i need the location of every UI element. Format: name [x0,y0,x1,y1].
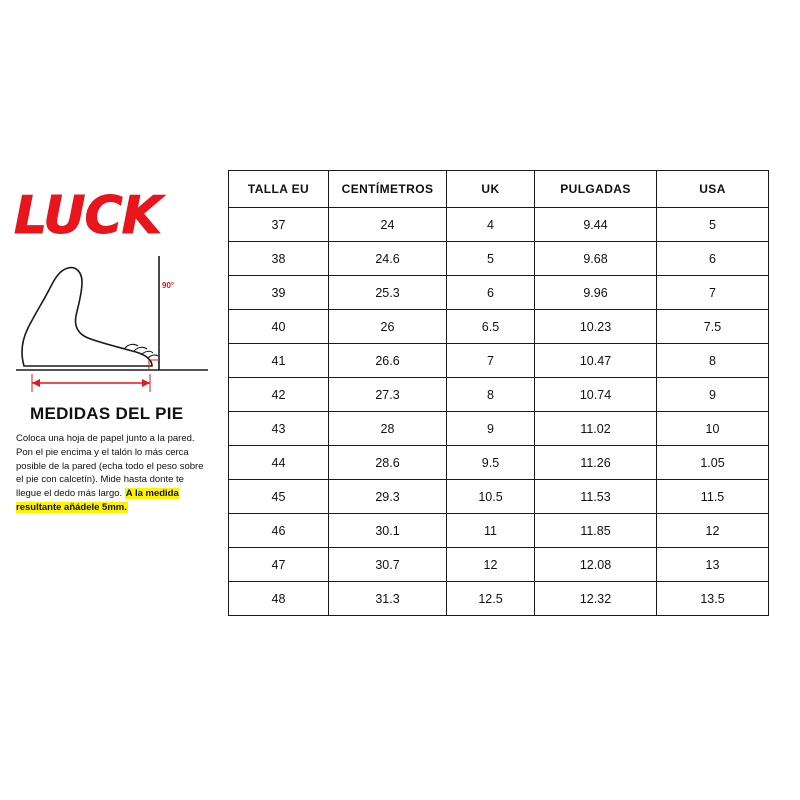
cell-centimetros: 27.3 [329,378,447,412]
cell-pulgadas: 12.08 [535,548,657,582]
table-row [229,208,769,242]
cell-pulgadas: 11.26 [535,446,657,480]
cell-usa: 7.5 [657,310,769,344]
column-header-talla-eu: TALLA EU [229,171,329,208]
cell-uk: 10.5 [447,480,535,514]
cell-centimetros: 30.7 [329,548,447,582]
cell-usa: 1.05 [657,446,769,480]
cell-talla-eu: 48 [229,582,329,616]
cell-talla-eu: 43 [229,412,329,446]
cell-uk: 12.5 [447,582,535,616]
measure-title: MEDIDAS DEL PIE [30,404,184,423]
cell-usa: 10 [657,412,769,446]
cell-usa: 5 [657,208,769,242]
cell-usa: 13 [657,548,769,582]
table-row [229,310,769,344]
cell-centimetros: 25.3 [329,276,447,310]
cell-pulgadas: 9.68 [535,242,657,276]
angle-label: 90° [162,281,175,290]
cell-uk: 9 [447,412,535,446]
size-table-container [228,170,768,616]
cell-usa: 8 [657,344,769,378]
instructions-body: Coloca una hoja de papel junto a la pared. Pon el pie encima y el talón lo más cerca posible de la pared (echa todo el peso sobre el pie con calcetín). Mide hasta donte te llegue el dedo más largo. [16,433,204,500]
table-row [229,480,769,514]
cell-talla-eu: 45 [229,480,329,514]
left-info-panel [8,186,218,515]
cell-pulgadas: 10.47 [535,344,657,378]
cell-centimetros: 28.6 [329,446,447,480]
column-header-uk: UK [447,171,535,208]
cell-pulgadas: 11.02 [535,412,657,446]
cell-usa: 13.5 [657,582,769,616]
cell-pulgadas: 9.44 [535,208,657,242]
cell-centimetros: 29.3 [329,480,447,514]
cell-uk: 11 [447,514,535,548]
table-header-row [229,171,769,208]
cell-pulgadas: 11.85 [535,514,657,548]
table-row [229,344,769,378]
cell-usa: 6 [657,242,769,276]
cell-centimetros: 28 [329,412,447,446]
cell-centimetros: 30.1 [329,514,447,548]
cell-talla-eu: 42 [229,378,329,412]
cell-uk: 4 [447,208,535,242]
cell-talla-eu: 46 [229,514,329,548]
cell-uk: 7 [447,344,535,378]
cell-uk: 9.5 [447,446,535,480]
cell-talla-eu: 47 [229,548,329,582]
cell-centimetros: 26.6 [329,344,447,378]
cell-talla-eu: 44 [229,446,329,480]
cell-centimetros: 31.3 [329,582,447,616]
cell-talla-eu: 38 [229,242,329,276]
foot-measurement-diagram [12,248,212,398]
cell-pulgadas: 12.32 [535,582,657,616]
cell-pulgadas: 11.53 [535,480,657,514]
cell-pulgadas: 10.74 [535,378,657,412]
cell-uk: 6.5 [447,310,535,344]
cell-usa: 11.5 [657,480,769,514]
brand-logo: LUCK [14,186,161,246]
cell-uk: 8 [447,378,535,412]
table-row [229,582,769,616]
cell-talla-eu: 41 [229,344,329,378]
column-header-centimetros: CENTÍMETROS [329,171,447,208]
cell-pulgadas: 9.96 [535,276,657,310]
cell-usa: 7 [657,276,769,310]
cell-talla-eu: 39 [229,276,329,310]
cell-usa: 9 [657,378,769,412]
instructions-highlight: A la medida resultante añádele 5mm. [16,488,179,513]
table-body [229,208,769,616]
table-row [229,412,769,446]
cell-talla-eu: 40 [229,310,329,344]
cell-uk: 5 [447,242,535,276]
table-row [229,276,769,310]
size-conversion-table [228,170,769,616]
measure-instructions [16,432,211,515]
column-header-usa: USA [657,171,769,208]
column-header-pulgadas: PULGADAS [535,171,657,208]
cell-centimetros: 24 [329,208,447,242]
table-row [229,514,769,548]
cell-centimetros: 24.6 [329,242,447,276]
cell-centimetros: 26 [329,310,447,344]
cell-talla-eu: 37 [229,208,329,242]
table-row [229,378,769,412]
table-row [229,242,769,276]
table-row [229,548,769,582]
cell-usa: 12 [657,514,769,548]
cell-uk: 6 [447,276,535,310]
cell-uk: 12 [447,548,535,582]
table-row [229,446,769,480]
cell-pulgadas: 10.23 [535,310,657,344]
